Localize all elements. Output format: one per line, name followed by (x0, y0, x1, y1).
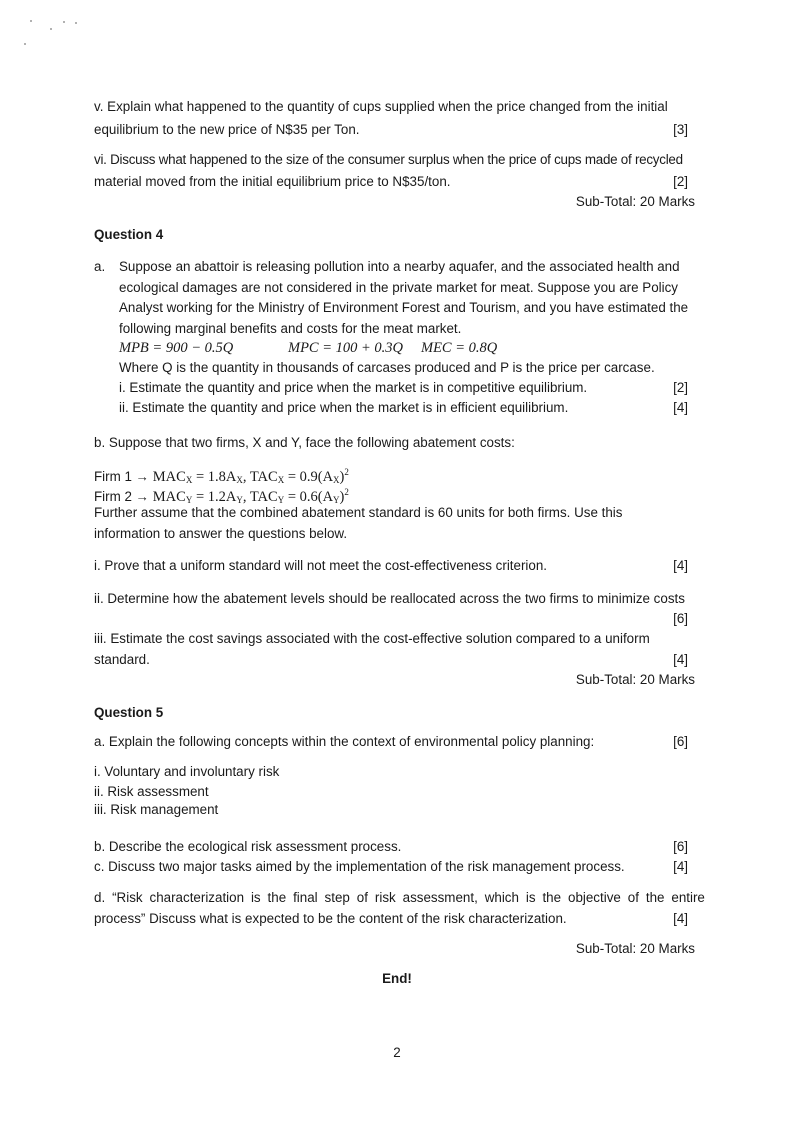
q5-b: b. Describe the ecological risk assessment process. (94, 839, 402, 854)
q4-further2: information to answer the questions below. (94, 526, 348, 541)
q4-equation-mpb: MPB = 900 − 0.5Q (119, 340, 234, 356)
q4-a-line1: Suppose an abattoir is releasing pollution into a nearby aquafer, and the associated health and (119, 259, 680, 274)
q4-where: Where Q is the quantity in thousands of carcases produced and P is the price per carcase. (119, 360, 655, 375)
q4-a-label: a. (94, 259, 106, 274)
mac-rhs: = 1.8A (192, 469, 237, 485)
subscript: X (277, 475, 285, 485)
mac-label: MAC (152, 469, 186, 485)
q4-b-ii-marks: [6] (673, 611, 688, 626)
q5-c-marks: [4] (673, 859, 688, 874)
subscript: Y (236, 495, 243, 505)
q4-heading: Question 4 (94, 227, 164, 242)
paren: ) (339, 489, 345, 505)
q4-b-i-marks: [4] (673, 558, 688, 573)
q4-b-ii: ii. Determine how the abatement levels should be reallocated across the two firms to minimize costs (94, 591, 685, 606)
q4-a-ii: ii. Estimate the quantity and price when the market is in efficient equilibrium. (119, 400, 569, 415)
q5-d-line1: d. “Risk characterization is the final step of risk assessment, which is the objective of the entire (94, 890, 705, 905)
subscript: X (185, 475, 193, 485)
q4-a-i-marks: [2] (673, 380, 688, 395)
q4-a-line3: Analyst working for the Ministry of Environment Forest and Tourism, and you have estimated the (119, 300, 689, 315)
scan-speck (30, 20, 32, 22)
scan-speck (24, 43, 26, 45)
q4-a-line4: following marginal benefits and costs for the meat market. (119, 321, 462, 336)
page-number: 2 (393, 1045, 401, 1060)
subscript: X (333, 475, 340, 485)
superscript: 2 (344, 487, 349, 497)
q3-vi-marks: [2] (673, 174, 688, 189)
q3-vi-line2: material moved from the initial equilibrium price to N$35/ton. (94, 174, 451, 189)
tac-label: , TAC (242, 489, 278, 505)
q3-vi-line1: vi. Discuss what happened to the size of the consumer surplus when the price of cups made of recycled (94, 152, 683, 167)
q4-b-i: i. Prove that a uniform standard will not meet the cost-effectiveness criterion. (94, 558, 548, 573)
q3-subtotal: Sub-Total: 20 Marks (575, 194, 695, 209)
tac-rhs: = 0.6(A (284, 489, 334, 505)
q5-d-marks: [4] (673, 911, 688, 926)
q4-b-iii-line2: standard. (94, 652, 150, 667)
q4-a-ii-marks: [4] (673, 400, 688, 415)
subscript: Y (333, 495, 340, 505)
q4-equation-mpc: MPC = 100 + 0.3Q (288, 340, 404, 356)
subscript: Y (277, 495, 285, 505)
firm1-prefix: Firm 1 → (94, 469, 150, 484)
q3-v-line1 (94, 98, 694, 116)
q5-a-marks: [6] (673, 734, 688, 749)
q5-subtotal: Sub-Total: 20 Marks (575, 941, 695, 956)
q4-further1: Further assume that the combined abatement standard is 60 units for both firms. Use this (94, 505, 623, 520)
q5-concept-2: ii. Risk assessment (94, 784, 209, 799)
q4-b-iii-marks: [4] (673, 652, 688, 667)
q5-concept-1: i. Voluntary and involuntary risk (94, 764, 280, 779)
mac-rhs: = 1.2A (192, 489, 237, 505)
q4-b-iii-line1: iii. Estimate the cost savings associated with the cost-effective solution compared to a uniform (94, 631, 650, 646)
q5-concept-3: iii. Risk management (94, 802, 219, 817)
q4-b-intro: b. Suppose that two firms, X and Y, face the following abatement costs: (94, 435, 515, 450)
mac-label: MAC (152, 489, 186, 505)
subscript: X (236, 475, 243, 485)
q5-c: c. Discuss two major tasks aimed by the implementation of the risk management process. (94, 859, 625, 874)
tac-rhs: = 0.9(A (284, 469, 334, 485)
q4-subtotal: Sub-Total: 20 Marks (575, 672, 695, 687)
superscript: 2 (344, 467, 349, 477)
q4-a-line2: ecological damages are not considered in the private market for meat. Suppose you are Policy (119, 280, 678, 295)
q5-d-line2: process” Discuss what is expected to be the content of the risk characterization. (94, 911, 567, 926)
q5-heading: Question 5 (94, 705, 164, 720)
scan-speck (63, 21, 65, 23)
q3-v-marks: [3] (673, 122, 688, 137)
paren: ) (339, 469, 345, 485)
q5-a: a. Explain the following concepts within the context of environmental policy planning: (94, 734, 595, 749)
q3-v-line2: equilibrium to the new price of N$35 per Ton. (94, 122, 360, 137)
q3-v-text: v. Explain what happened to the quantity of cups supplied when the price changed from the initial (94, 99, 668, 114)
end-text: End! (382, 971, 412, 986)
firm2-equations (153, 489, 349, 505)
scan-speck (50, 28, 52, 30)
q4-equation-mec: MEC = 0.8Q (421, 340, 498, 356)
scan-speck (75, 22, 77, 24)
subscript: Y (185, 495, 193, 505)
tac-label: , TAC (242, 469, 278, 485)
firm2-prefix: Firm 2 → (94, 489, 150, 504)
q4-a-i: i. Estimate the quantity and price when the market is in competitive equilibrium. (119, 380, 588, 395)
q5-b-marks: [6] (673, 839, 688, 854)
